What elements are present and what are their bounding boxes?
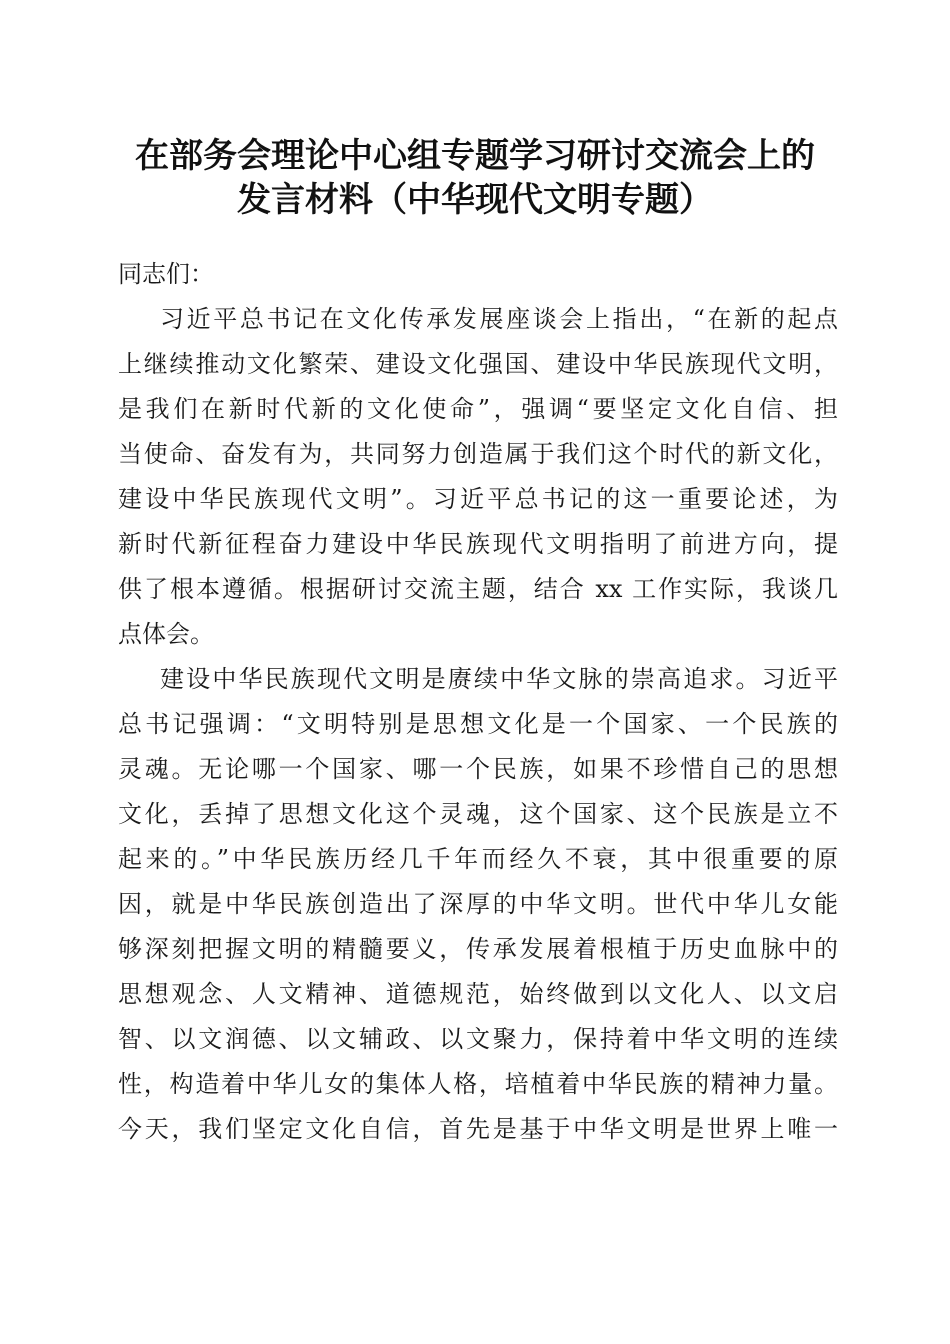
paragraph-1-line: 当使命、奋发有为，共同努力创造属于我们这个时代的新文化， <box>118 440 838 468</box>
salutation: 同志们： <box>118 260 214 288</box>
paragraph-1-line: 新时代新征程奋力建设中华民族现代文明指明了前进方向，提 <box>118 530 838 558</box>
paragraph-2-line: 起来的。”中华民族历经几千年而经久不衰，其中很重要的原 <box>118 845 838 873</box>
title-line-1: 在部务会理论中心组专题学习研讨交流会上的 <box>135 136 815 176</box>
paragraph-1-line: 习近平总书记在文化传承发展座谈会上指出，“在新的起点 <box>160 305 838 333</box>
document-title <box>90 134 860 222</box>
paragraph-2-line: 性，构造着中华儿女的集体人格，培植着中华民族的精神力量。 <box>118 1070 838 1098</box>
paragraph-2-line: 思想观念、人文精神、道德规范，始终做到以文化人、以文启 <box>118 980 838 1008</box>
paragraph-2-line: 够深刻把握文明的精髓要义，传承发展着根植于历史血脉中的 <box>118 935 838 963</box>
title-line-2: 发言材料（中华现代文明专题） <box>237 180 713 220</box>
paragraph-1-line: 点体会。 <box>118 620 214 648</box>
paragraph-2-line: 因，就是中华民族创造出了深厚的中华文明。世代中华儿女能 <box>118 890 838 918</box>
paragraph-1-line: 上继续推动文化繁荣、建设文化强国、建设中华民族现代文明， <box>118 350 838 378</box>
paragraph-2-line: 建设中华民族现代文明是赓续中华文脉的崇高追求。习近平 <box>160 665 838 693</box>
paragraph-1-line: 是我们在新时代新的文化使命”，强调“要坚定文化自信、担 <box>118 395 838 423</box>
paragraph-2-line: 灵魂。无论哪一个国家、哪一个民族，如果不珍惜自己的思想 <box>118 755 838 783</box>
paragraph-2-line: 文化，丢掉了思想文化这个灵魂，这个国家、这个民族是立不 <box>118 800 838 828</box>
paragraph-1-line: 建设中华民族现代文明”。习近平总书记的这一重要论述，为 <box>118 485 838 513</box>
paragraph-2-line: 智、以文润德、以文辅政、以文聚力，保持着中华文明的连续 <box>118 1025 838 1053</box>
document-body <box>118 252 838 1152</box>
paragraph-1-line: 供了根本遵循。根据研讨交流主题，结合 xx 工作实际，我谈几 <box>118 575 838 603</box>
paragraph-2-line: 总书记强调：“文明特别是思想文化是一个国家、一个民族的 <box>118 710 838 738</box>
paragraph-2-line: 今天，我们坚定文化自信，首先是基于中华文明是世界上唯一 <box>118 1115 838 1143</box>
